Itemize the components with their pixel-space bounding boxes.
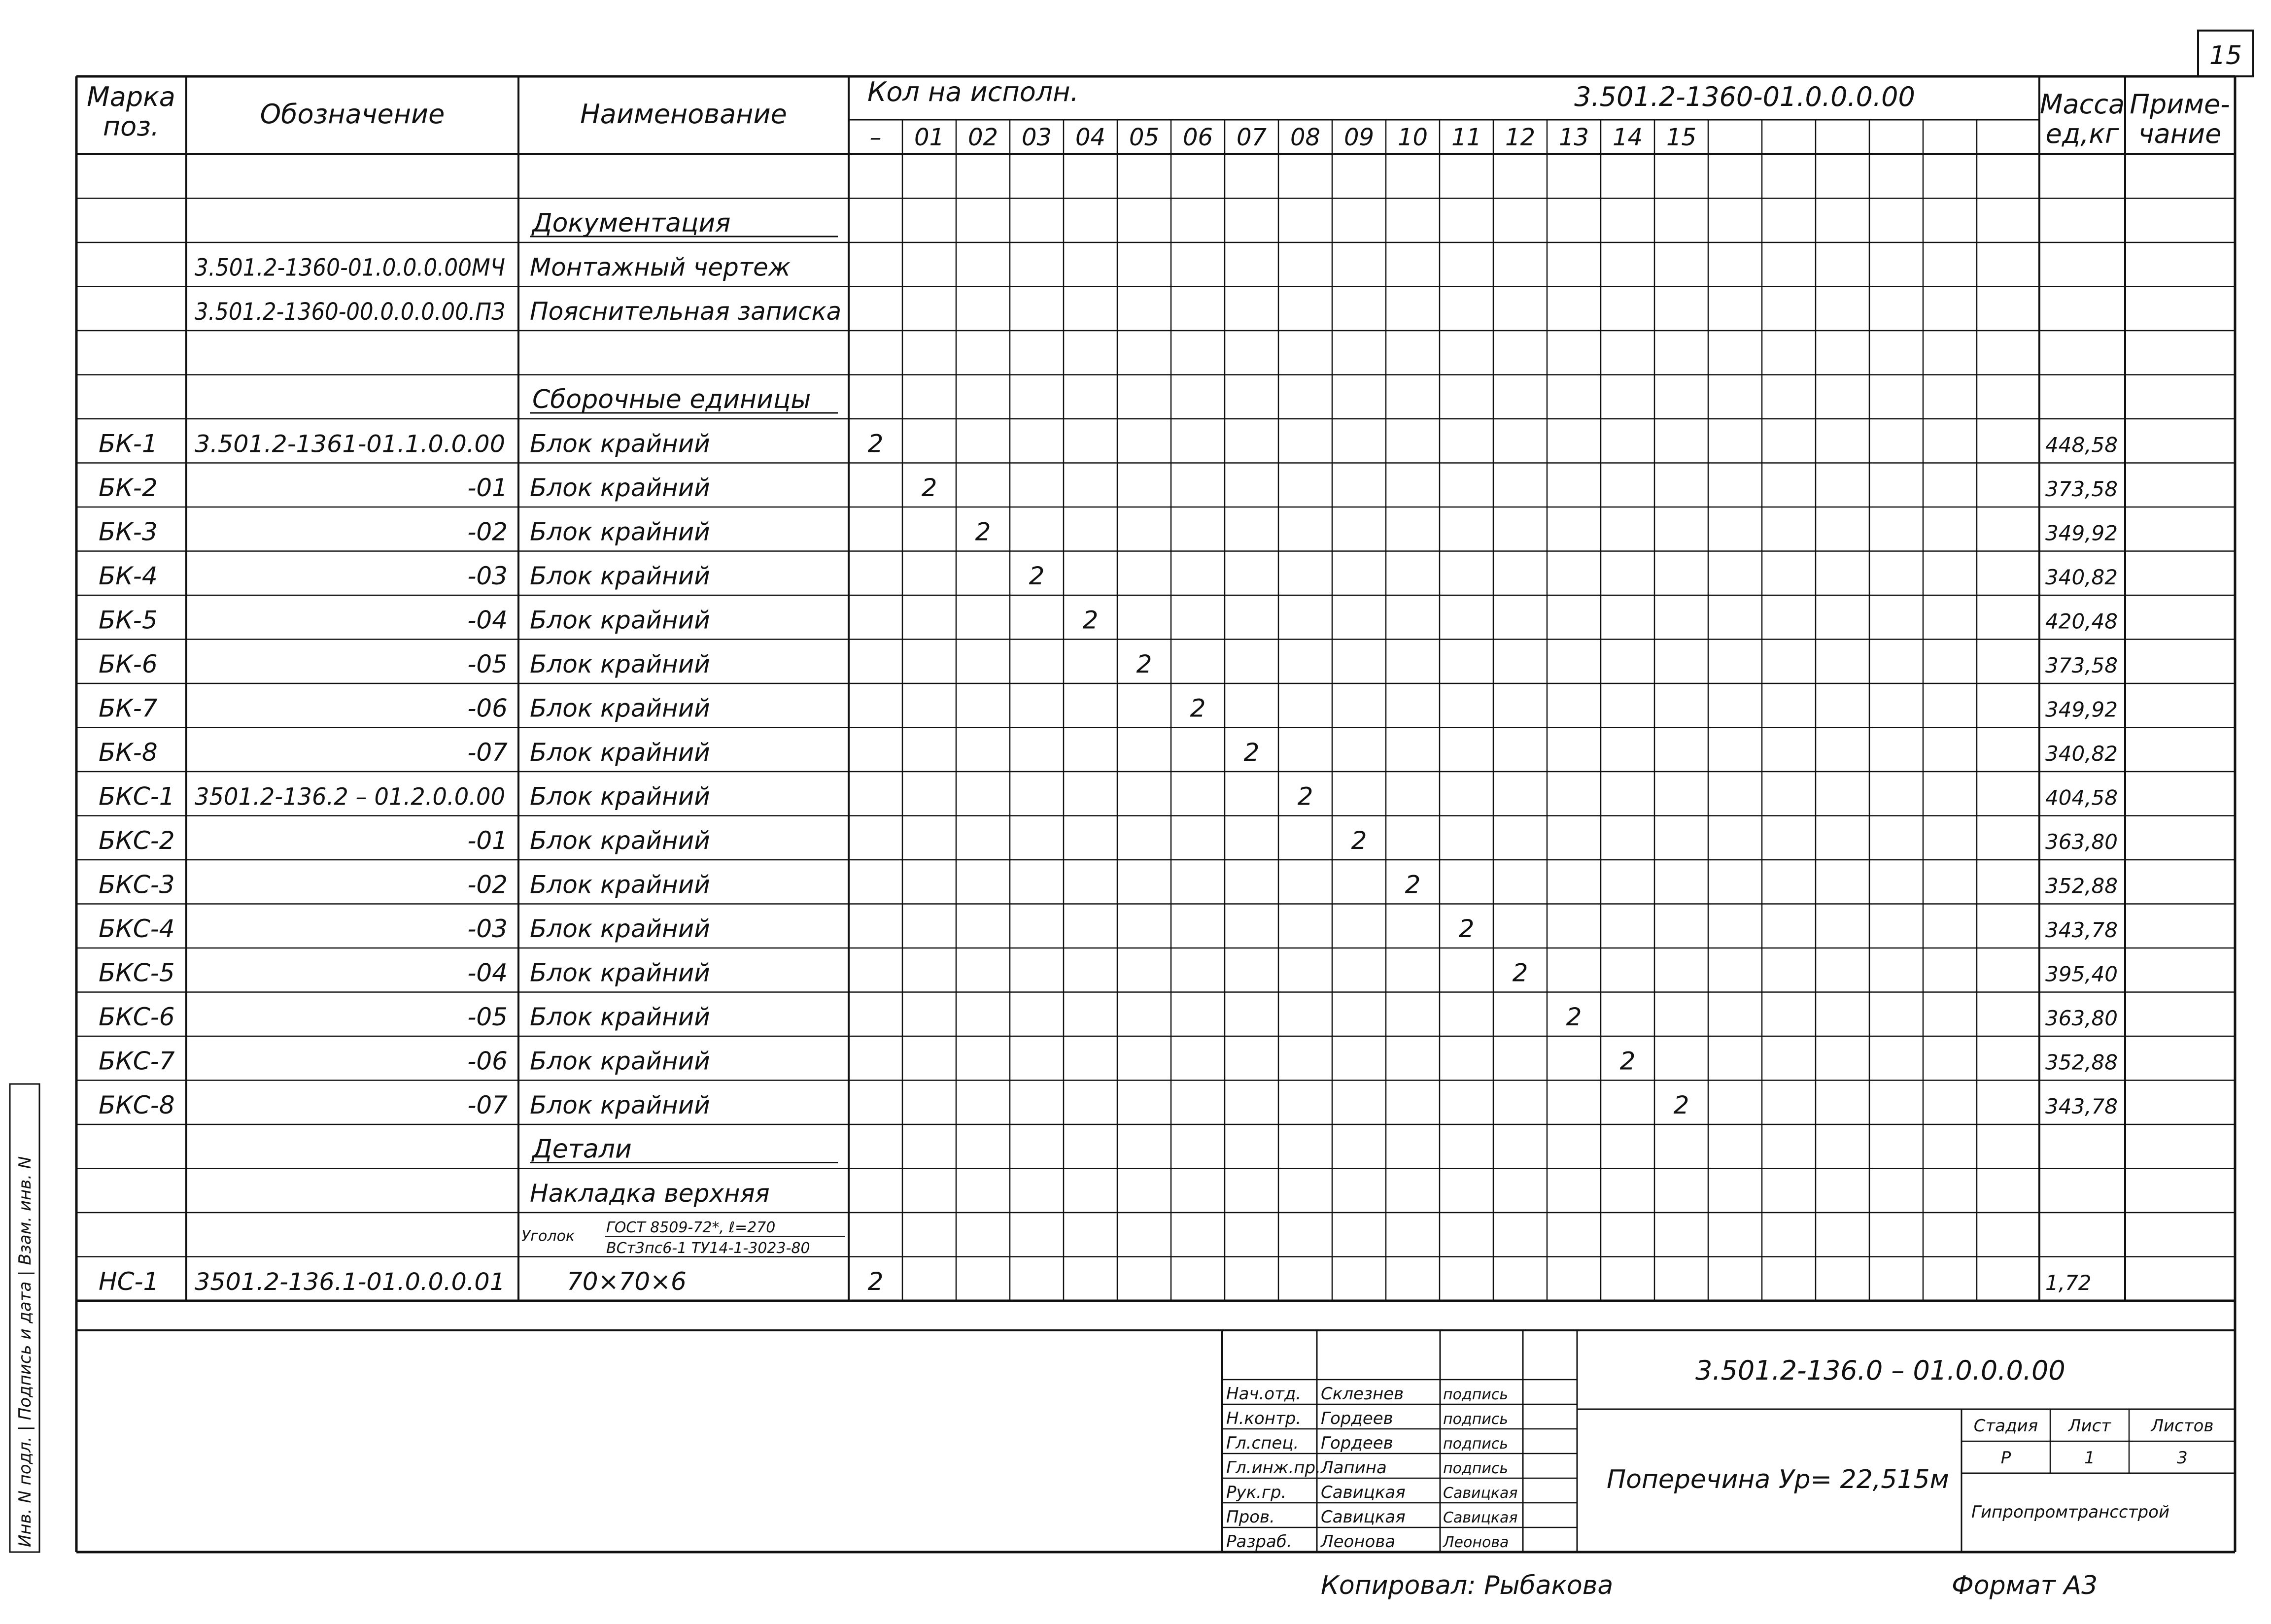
row-name: Блок крайний: [530, 606, 710, 635]
row-qty: 2: [1619, 1047, 1636, 1076]
row-designation: 3.501.2-1360-01.0.0.0.00МЧ: [195, 254, 505, 282]
sheet-label: Лист: [2068, 1416, 2111, 1436]
row-mark: БК-2: [99, 474, 158, 502]
row-mass: 349,92: [2045, 521, 2118, 545]
row-name: Блок крайний: [530, 914, 710, 943]
row-mass: 420,48: [2045, 609, 2118, 634]
row-designation: 3501.2-136.2 – 01.2.0.0.00: [195, 783, 505, 811]
row-designation: -01: [467, 826, 508, 855]
person-signature: Савицкая: [1443, 1485, 1518, 1502]
row-name: Накладка верхняя: [530, 1179, 770, 1208]
row-mark: БКС-7: [99, 1047, 175, 1076]
row-designation: -06: [467, 694, 508, 723]
row-heading: Сборочные единицы: [532, 385, 811, 414]
person-role: Пров.: [1226, 1507, 1275, 1527]
stage-label: Стадия: [1973, 1416, 2038, 1436]
variant-header-13: 13: [1558, 124, 1589, 151]
row-mass: 404,58: [2045, 785, 2118, 810]
row-name: Блок крайний: [530, 1091, 710, 1119]
person-role: Гл.спец.: [1226, 1433, 1299, 1453]
header-mark-pos: поз.: [103, 111, 160, 142]
row-designation: 3.501.2-1361-01.1.0.0.00: [195, 430, 505, 458]
row-mass: 1,72: [2045, 1271, 2092, 1295]
row-name: Блок крайний: [530, 1047, 710, 1076]
person-name: Савицкая: [1321, 1483, 1406, 1502]
angle-spec-1: ГОСТ 8509-72*, ℓ=270: [606, 1219, 776, 1236]
header-name: Наименование: [580, 99, 787, 130]
person-name: Гордеев: [1321, 1433, 1393, 1453]
row-mark: БК-8: [99, 738, 158, 767]
angle-spec-2: ВСт3пс6-1 ТУ14-1-3023-80: [606, 1240, 810, 1257]
header-doc-code: 3.501.2-1360-01.0.0.0.00: [1574, 81, 1915, 112]
row-qty: 2: [1566, 1003, 1582, 1031]
row-name: Блок крайний: [530, 738, 710, 767]
person-name: Лапина: [1321, 1458, 1387, 1478]
row-qty: 2: [1243, 738, 1260, 767]
row-mass: 340,82: [2045, 565, 2118, 589]
variant-header-15: 15: [1666, 124, 1697, 151]
row-designation: -02: [467, 517, 508, 546]
variant-header-6: 06: [1182, 124, 1213, 151]
sheets-value: 3: [2177, 1448, 2188, 1468]
row-mark: БКС-2: [99, 826, 175, 855]
row-qty: 2: [1458, 914, 1475, 943]
row-designation: 3501.2-136.1-01.0.0.0.01: [195, 1268, 505, 1296]
header-mass: Масса: [2039, 89, 2125, 120]
sheets-label: Листов: [2151, 1416, 2214, 1436]
row-qty: 2: [1190, 694, 1206, 723]
row-name: Блок крайний: [530, 562, 710, 590]
person-signature: подпись: [1443, 1386, 1508, 1403]
variant-header-4: 04: [1075, 124, 1106, 151]
row-qty: 2: [1673, 1091, 1689, 1119]
row-qty: 2: [975, 517, 991, 546]
person-signature: подпись: [1443, 1435, 1508, 1453]
title-doc-code: 3.501.2-136.0 – 01.0.0.0.00: [1695, 1355, 2065, 1386]
variant-header-9: 09: [1343, 124, 1375, 151]
variant-header-5: 05: [1129, 124, 1160, 151]
row-mark: БКС-1: [99, 782, 175, 811]
row-name: Блок крайний: [530, 650, 710, 678]
row-mark: БК-6: [99, 650, 158, 678]
row-designation: -02: [467, 870, 508, 899]
variant-header-2: 02: [967, 124, 998, 151]
sheet-format: Формат А3: [1952, 1571, 2098, 1600]
row-designation: -05: [467, 650, 508, 678]
stage-value: Р: [2000, 1448, 2011, 1468]
row-mark: БК-4: [99, 562, 158, 590]
row-mass: 352,88: [2045, 1050, 2118, 1075]
organization: Гипропромтрансстрой: [1971, 1502, 2170, 1522]
variant-header-12: 12: [1505, 124, 1536, 151]
table-content: [15, 41, 2242, 1600]
person-role: Гл.инж.пр.: [1226, 1458, 1321, 1478]
angle-label: Уголок: [521, 1227, 575, 1245]
row-qty: 2: [1405, 870, 1421, 899]
row-mass: 343,78: [2045, 918, 2118, 942]
variant-header-3: 03: [1021, 124, 1052, 151]
row-name: Блок крайний: [530, 429, 710, 458]
header-qty: Кол на исполн.: [867, 76, 1079, 107]
row-heading: Детали: [532, 1134, 632, 1164]
sheet-number: 15: [2209, 41, 2242, 70]
person-name: Гордеев: [1321, 1409, 1393, 1428]
person-role: Н.контр.: [1226, 1409, 1302, 1428]
row-name: Блок крайний: [530, 694, 710, 723]
row-designation: -07: [467, 1091, 508, 1119]
variant-header-8: 08: [1290, 124, 1321, 151]
row-qty: 2: [1351, 826, 1367, 855]
person-name: Склезнев: [1321, 1384, 1404, 1404]
row-heading: Документация: [532, 208, 731, 238]
row-mass: 352,88: [2045, 874, 2118, 898]
person-signature: подпись: [1443, 1460, 1508, 1477]
header-note: Приме-: [2130, 89, 2230, 120]
person-signature: Савицкая: [1443, 1509, 1518, 1526]
row-designation: 3.501.2-1360-00.0.0.0.00.ПЗ: [195, 298, 505, 326]
row-mass: 373,58: [2045, 653, 2118, 677]
person-name: Леонова: [1321, 1532, 1396, 1552]
row-name: Блок крайний: [530, 782, 710, 811]
person-signature: Леонова: [1443, 1534, 1509, 1551]
row-name: Блок крайний: [530, 1003, 710, 1031]
row-name: Блок крайний: [530, 474, 710, 502]
row-designation: -07: [467, 738, 508, 767]
copied-by: Копировал: Рыбакова: [1321, 1571, 1614, 1600]
row-mark: НС-1: [99, 1267, 159, 1296]
row-qty: 2: [867, 1267, 884, 1296]
drawing-title: Поперечина Ур= 22,515м: [1607, 1465, 1949, 1494]
row-designation: -06: [467, 1047, 508, 1076]
sheet-value: 1: [2084, 1448, 2095, 1468]
row-name: Блок крайний: [530, 958, 710, 987]
header-mass-unit: ед,кг: [2045, 118, 2119, 149]
row-qty: 2: [1136, 650, 1152, 678]
person-name: Савицкая: [1321, 1507, 1406, 1527]
row-mark: БКС-3: [99, 870, 175, 899]
row-name: 70×70×6: [567, 1267, 687, 1296]
row-mass: 340,82: [2045, 742, 2118, 766]
row-designation: -01: [467, 474, 508, 502]
header-designation: Обозначение: [260, 99, 445, 130]
row-designation: -03: [467, 914, 508, 943]
row-mass: 363,80: [2045, 830, 2118, 854]
row-mass: 363,80: [2045, 1006, 2118, 1030]
row-mark: БК-3: [99, 517, 158, 546]
row-mass: 395,40: [2045, 962, 2118, 986]
person-role: Рук.гр.: [1226, 1483, 1287, 1502]
row-qty: 2: [867, 429, 884, 458]
header-mark: Марка: [87, 81, 175, 112]
row-designation: -03: [467, 562, 508, 590]
row-qty: 2: [1297, 782, 1313, 811]
row-mark: БКС-6: [99, 1003, 175, 1031]
row-qty: 2: [1512, 958, 1528, 987]
row-designation: -05: [467, 1003, 508, 1031]
row-mass: 373,58: [2045, 477, 2118, 501]
row-qty: 2: [921, 474, 937, 502]
row-mark: БКС-4: [99, 914, 175, 943]
row-name: Блок крайний: [530, 517, 710, 546]
row-mark: БК-1: [99, 429, 158, 458]
variant-header-10: 10: [1397, 124, 1428, 151]
row-mass: 349,92: [2045, 697, 2118, 722]
row-qty: 2: [1029, 562, 1045, 590]
variant-header-11: 11: [1451, 124, 1482, 151]
row-designation: -04: [467, 606, 508, 635]
row-name: Пояснительная записка: [530, 297, 842, 326]
row-mark: БКС-8: [99, 1091, 175, 1119]
row-name: Блок крайний: [530, 870, 710, 899]
person-signature: подпись: [1443, 1411, 1508, 1428]
row-name: Монтажный чертеж: [530, 253, 791, 282]
variant-header-14: 14: [1612, 124, 1643, 151]
variant-header-7: 07: [1236, 124, 1267, 151]
row-mass: 448,58: [2045, 433, 2118, 457]
variant-header-0: –: [869, 124, 882, 151]
person-role: Нач.отд.: [1226, 1384, 1302, 1404]
row-mark: БКС-5: [99, 958, 175, 987]
row-mark: БК-5: [99, 606, 158, 635]
header-note-2: чание: [2138, 118, 2222, 149]
row-designation: -04: [467, 958, 508, 987]
row-qty: 2: [1082, 606, 1099, 635]
row-name: Блок крайний: [530, 826, 710, 855]
variant-header-1: 01: [914, 124, 945, 151]
row-mark: БК-7: [99, 694, 158, 723]
person-role: Разраб.: [1226, 1532, 1292, 1552]
side-stamp: Инв. N подл. | Подпись и дата | Взам. инв. N: [15, 1156, 35, 1547]
row-mass: 343,78: [2045, 1094, 2118, 1118]
